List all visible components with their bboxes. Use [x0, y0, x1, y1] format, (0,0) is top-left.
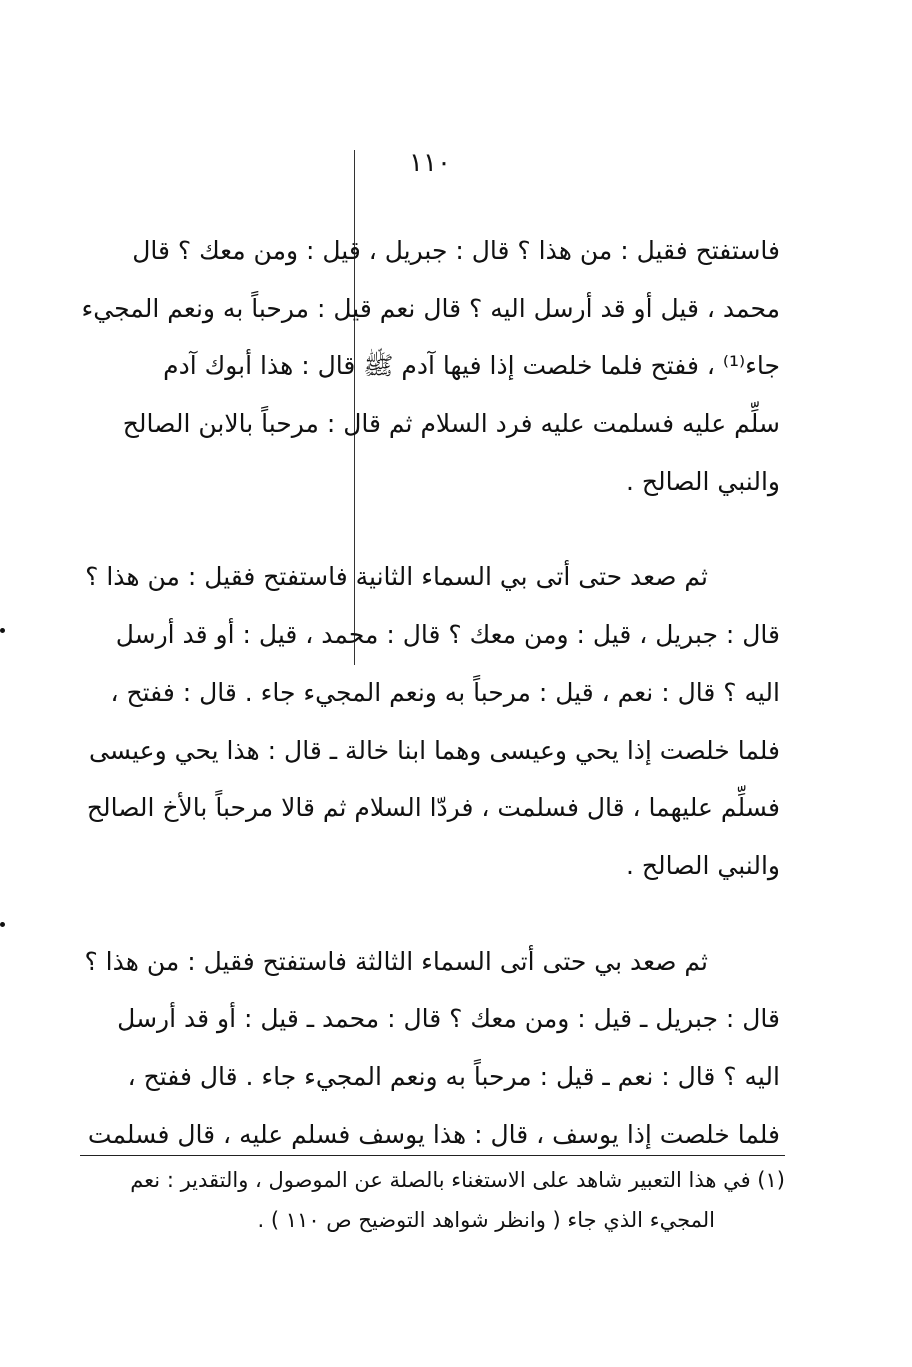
text-line: قال : جبريل ، قيل : ومن معك ؟ قال : محمد ، قيل : أو قد أرسل: [115, 620, 780, 650]
paragraph: [80, 548, 780, 894]
paragraph: [80, 222, 780, 510]
footnote: [80, 1160, 785, 1240]
margin-mark: [0, 628, 5, 633]
text-line: فاستفتح فقيل : من هذا ؟ قال : جبريل ، قيل : ومن معك ؟ قال: [132, 236, 780, 265]
footnote-line: المجيء الذي جاء ( وانظر شواهد التوضيح ص ١١٠ ) .: [257, 1208, 715, 1232]
paragraph: [80, 933, 780, 1164]
text-line: سلِّم عليه فسلمت عليه فرد السلام ثم قال : مرحباً بالابن الصالح: [122, 409, 780, 439]
text-line: جاء⁽¹⁾ ، ففتح فلما خلصت إذا فيها آدم ﷺ قال : هذا أبوك آدم: [163, 351, 780, 381]
text-line: اليه ؟ قال : نعم ـ قيل : مرحباً به ونعم المجيء جاء . قال ففتح ،: [127, 1061, 780, 1091]
text-line: فسلِّم عليهما ، قال فسلمت ، فردّا السلام ثم قالا مرحباً بالأخ الصالح: [86, 793, 780, 823]
text-line: ثم صعد بي حتى أتى السماء الثالثة فاستفتح فقيل : من هذا ؟: [84, 946, 708, 976]
body-text: [80, 222, 780, 1163]
text-line: والنبي الصالح .: [625, 850, 780, 880]
text-line: محمد ، قيل أو قد أرسل اليه ؟ قال نعم قيل : مرحباً به ونعم المجيء: [81, 293, 780, 323]
text-line: فلما خلصت إذا يوسف ، قال : هذا يوسف فسلم عليه ، قال فسلمت: [87, 1119, 780, 1149]
page-number: ١١٠: [409, 148, 451, 178]
footnote-divider: [80, 1155, 785, 1156]
text-line: فلما خلصت إذا يحي وعيسى وهما ابنا خالة ـ قال : هذا يحي وعيسى: [88, 735, 780, 765]
text-line: قال : جبريل ـ قيل : ومن معك ؟ قال : محمد ـ قيل : أو قد أرسل: [117, 1004, 780, 1034]
text-line: ثم صعد حتى أتى بي السماء الثانية فاستفتح فقيل : من هذا ؟: [85, 562, 708, 592]
footnote-line: (١) في هذا التعبير شاهد على الاستغناء بالصلة عن الموصول ، والتقدير : نعم: [130, 1168, 785, 1192]
text-line: اليه ؟ قال : نعم ، قيل : مرحباً به ونعم المجيء جاء . قال : ففتح ،: [110, 677, 780, 707]
text-line: والنبي الصالح .: [625, 466, 780, 496]
margin-mark: [0, 922, 5, 927]
